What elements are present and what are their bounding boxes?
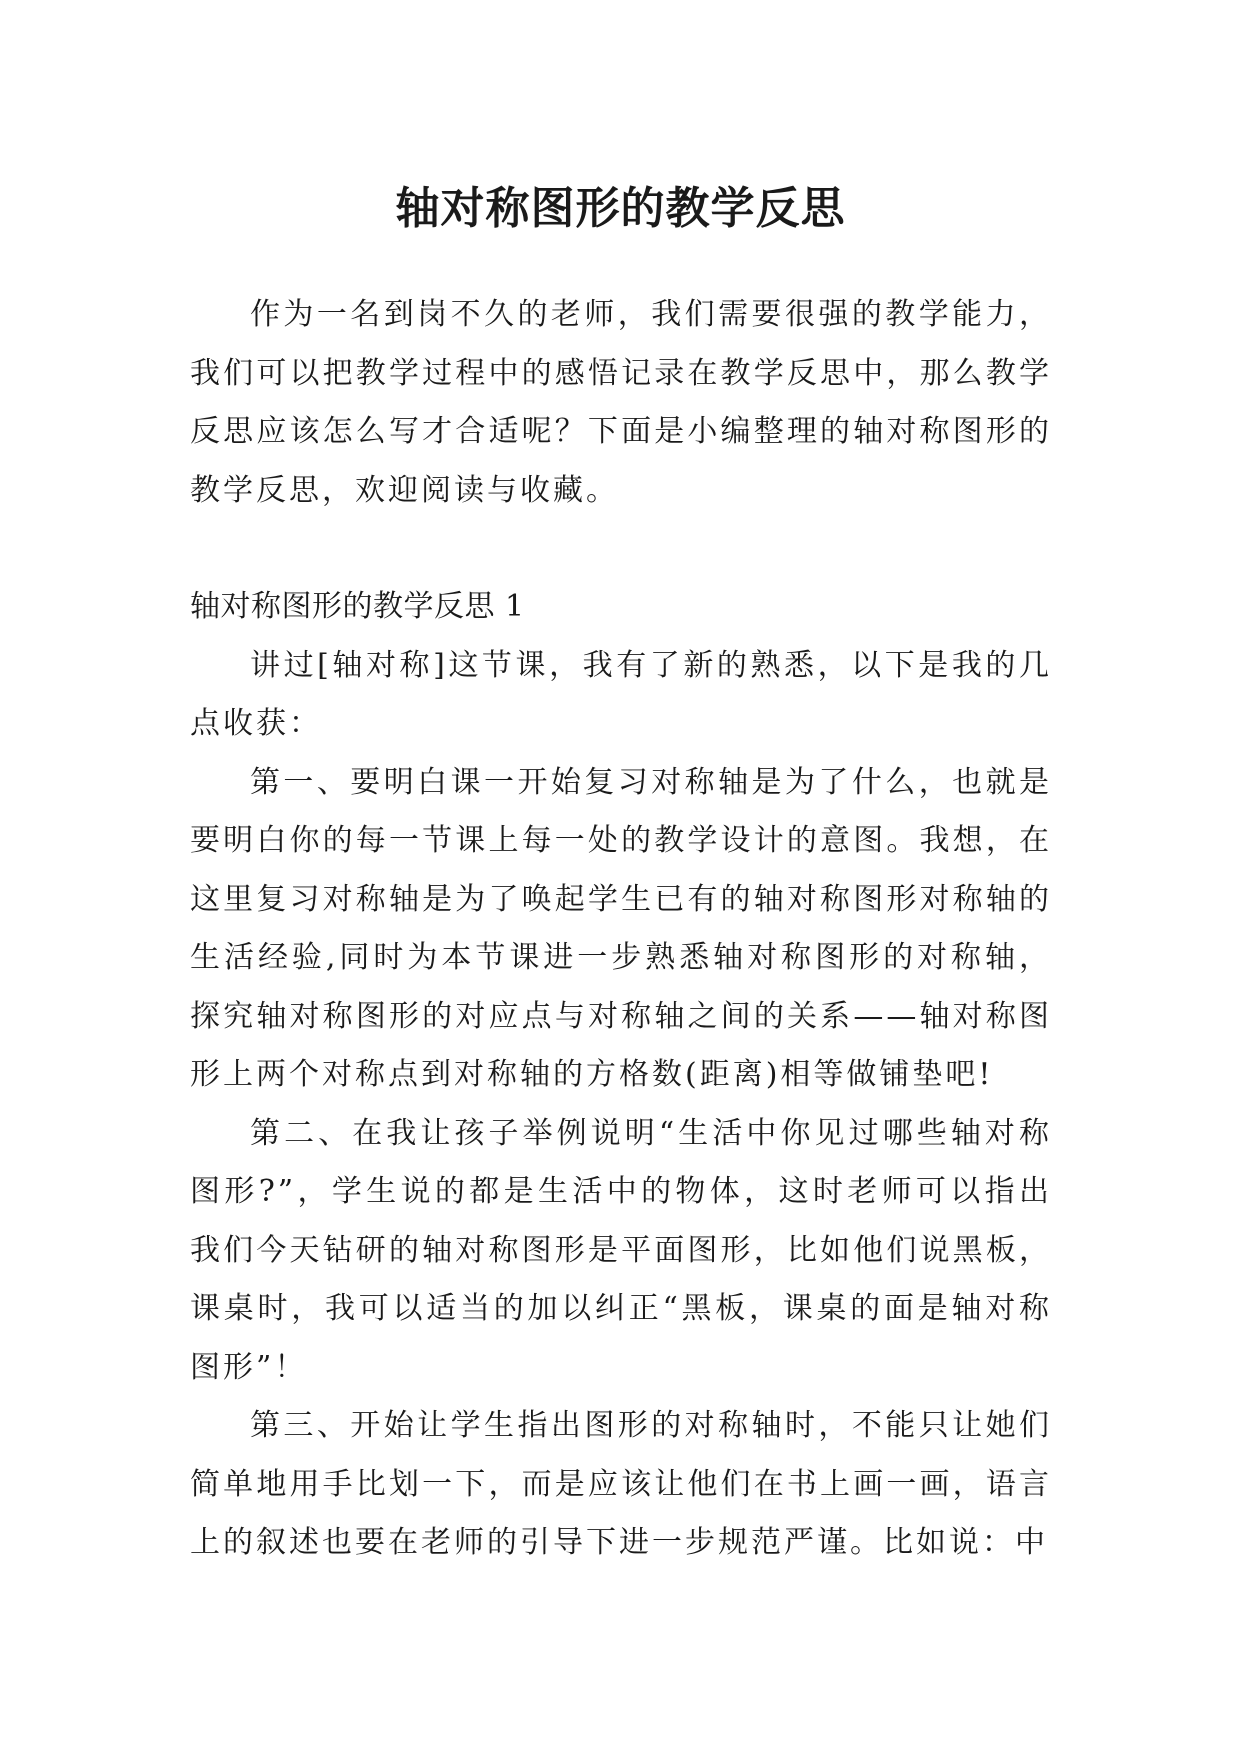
intro-paragraph: 作为一名到岗不久的老师，我们需要很强的教学能力，我们可以把教学过程中的感悟记录在教学反思中，那么教学反思应该怎么写才合适呢？下面是小编整理的轴对称图形的教学反思，欢迎阅读与收藏。 [190,297,1052,508]
document-body [190,286,1052,1573]
body-paragraph-1: 讲过[轴对称]这节课，我有了新的熟悉，以下是我的几点收获： [190,647,1052,741]
body-paragraph-2: 第一、要明白课一开始复习对称轴是为了什么，也就是要明白你的每一节课上每一处的教学设计的意图。我想，在这里复习对称轴是为了唤起学生已有的轴对称图形对称轴的生活经验,同时为本节课进一步熟悉轴对称图形的对称轴，探究轴对称图形的对应点与对称轴之间的关系——轴对称图形上两个对称点到对称轴的方格数(距离)相等做铺垫吧! [190,764,1052,1092]
body-paragraph-4: 第三、开始让学生指出图形的对称轴时，不能只让她们简单地用手比划一下，而是应该让他们在书上画一画，语言上的叙述也要在老师的引导下进一步规范严谨。比如说：中 [190,1408,1052,1560]
section-heading: 轴对称图形的教学反思 1 [190,589,525,624]
body-paragraph-3: 第二、在我让孩子举例说明“生活中你见过哪些轴对称图形?”，学生说的都是生活中的物体，这时老师可以指出我们今天钻研的轴对称图形是平面图形，比如他们说黑板，课桌时，我可以适当的加以纠正“黑板，课桌的面是轴对称图形”！ [190,1115,1052,1385]
document-title: 轴对称图形的教学反思 [395,183,846,235]
